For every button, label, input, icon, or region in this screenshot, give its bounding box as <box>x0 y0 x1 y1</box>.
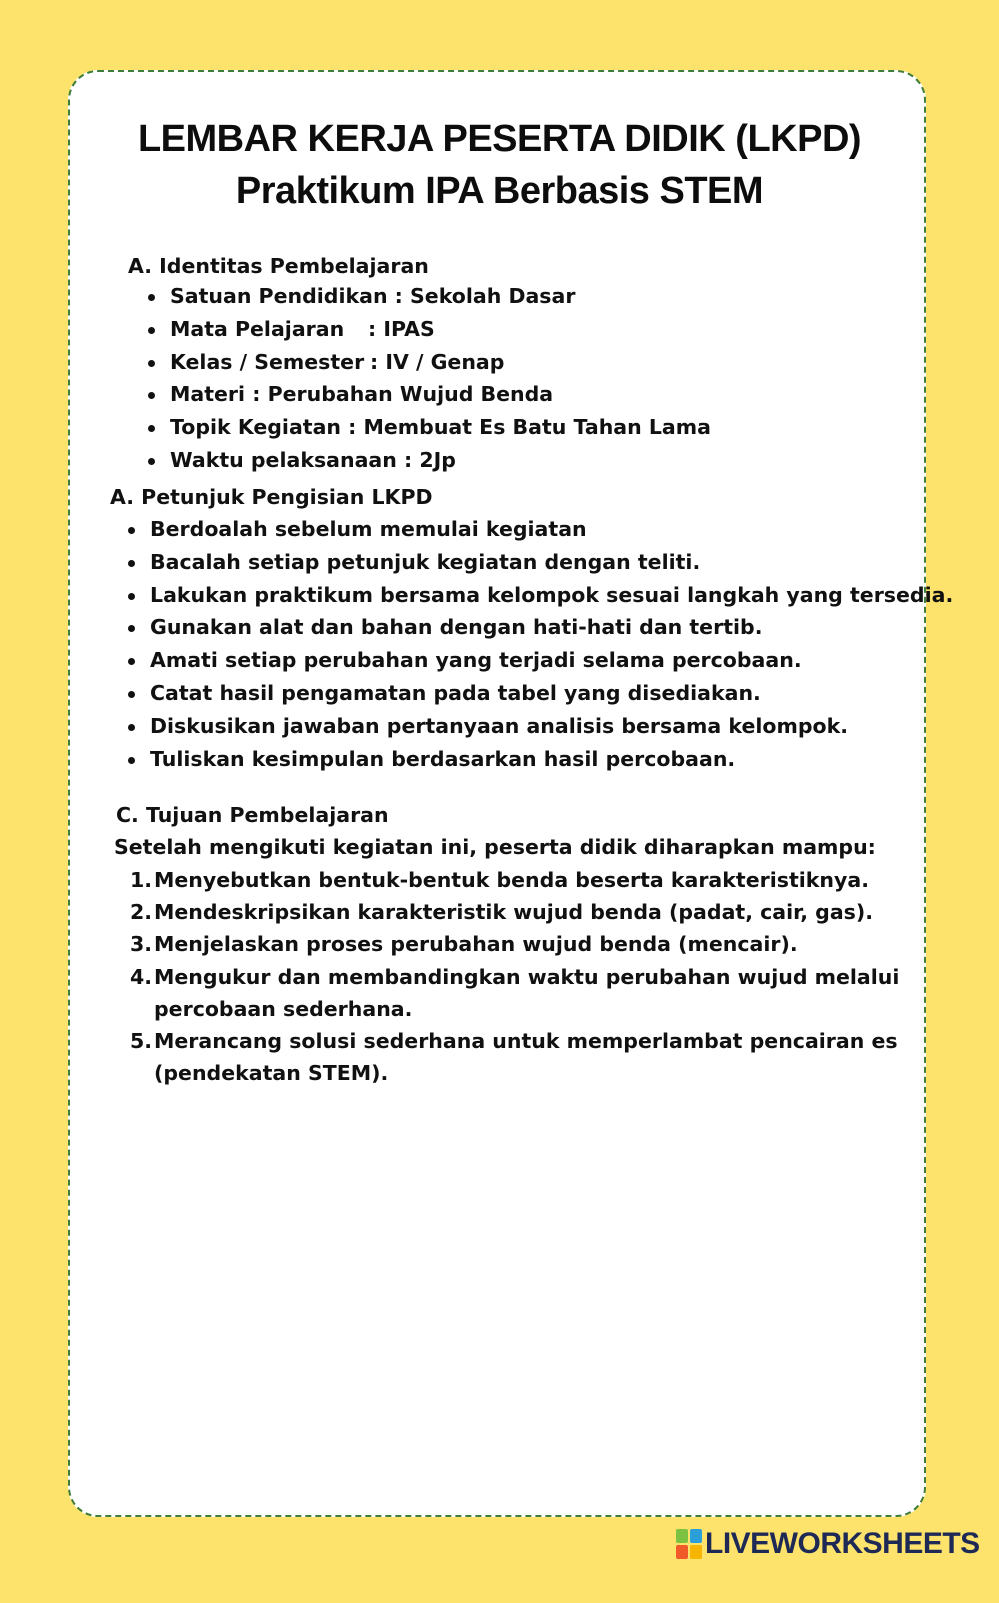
section-petunjuk-heading: A. Petunjuk Pengisian LKPD <box>110 485 433 509</box>
list-item: Waktu pelaksanaan : 2Jp <box>148 444 711 477</box>
list-item: 3. Menjelaskan proses perubahan wujud benda (mencair). <box>130 932 798 957</box>
tujuan-list <box>130 864 899 1089</box>
petunjuk-list <box>128 513 953 775</box>
list-item: 5. Merancang solusi sederhana untuk memperlambat pencairan es (pendekatan STEM). <box>130 1029 898 1086</box>
list-item: Gunakan alat dan bahan dengan hati-hati dan tertib. <box>128 611 953 644</box>
logo-text: LIVEWORKSHEETS <box>705 1527 980 1560</box>
list-item: Catat hasil pengamatan pada tabel yang disediakan. <box>128 677 953 710</box>
list-item: Topik Kegiatan : Membuat Es Batu Tahan Lama <box>148 411 711 444</box>
page-subtitle: Praktikum IPA Berbasis STEM <box>235 170 764 212</box>
liveworksheets-logo-icon <box>676 1529 702 1559</box>
section-identitas-heading: A. Identitas Pembelajaran <box>128 254 429 278</box>
list-item: 1. Menyebutkan bentuk-bentuk benda beserta karakteristiknya. <box>130 868 869 892</box>
list-item: Materi : Perubahan Wujud Benda <box>148 378 711 411</box>
list-item: Diskusikan jawaban pertanyaan analisis bersama kelompok. <box>128 710 953 743</box>
list-item: Berdoalah sebelum memulai kegiatan <box>128 513 953 546</box>
identitas-list <box>148 280 711 477</box>
list-item: Amati setiap perubahan yang terjadi selama percobaan. <box>128 644 953 677</box>
liveworksheets-logo[interactable] <box>676 1527 980 1561</box>
list-item: Tuliskan kesimpulan berdasarkan hasil percobaan. <box>128 743 953 776</box>
list-item: Lakukan praktikum bersama kelompok sesuai langkah yang tersedia. <box>128 579 953 612</box>
list-item: 2. Mendeskripsikan karakteristik wujud benda (padat, cair, gas). <box>130 900 874 925</box>
page-title: LEMBAR KERJA PESERTA DIDIK (LKPD) <box>137 118 862 160</box>
list-item: Bacalah setiap petunjuk kegiatan dengan teliti. <box>128 546 953 579</box>
section-tujuan-intro: Setelah mengikuti kegiatan ini, peserta didik diharapkan mampu: <box>114 835 876 859</box>
list-item: 4. Mengukur dan membandingkan waktu perubahan wujud melalui percobaan sederhana. <box>130 964 900 1021</box>
section-tujuan-heading: C. Tujuan Pembelajaran <box>116 803 389 827</box>
list-item: Kelas / Semester : IV / Genap <box>148 346 711 379</box>
list-item: Mata Pelajaran : IPAS <box>148 313 711 346</box>
list-item: Satuan Pendidikan : Sekolah Dasar <box>148 280 711 313</box>
